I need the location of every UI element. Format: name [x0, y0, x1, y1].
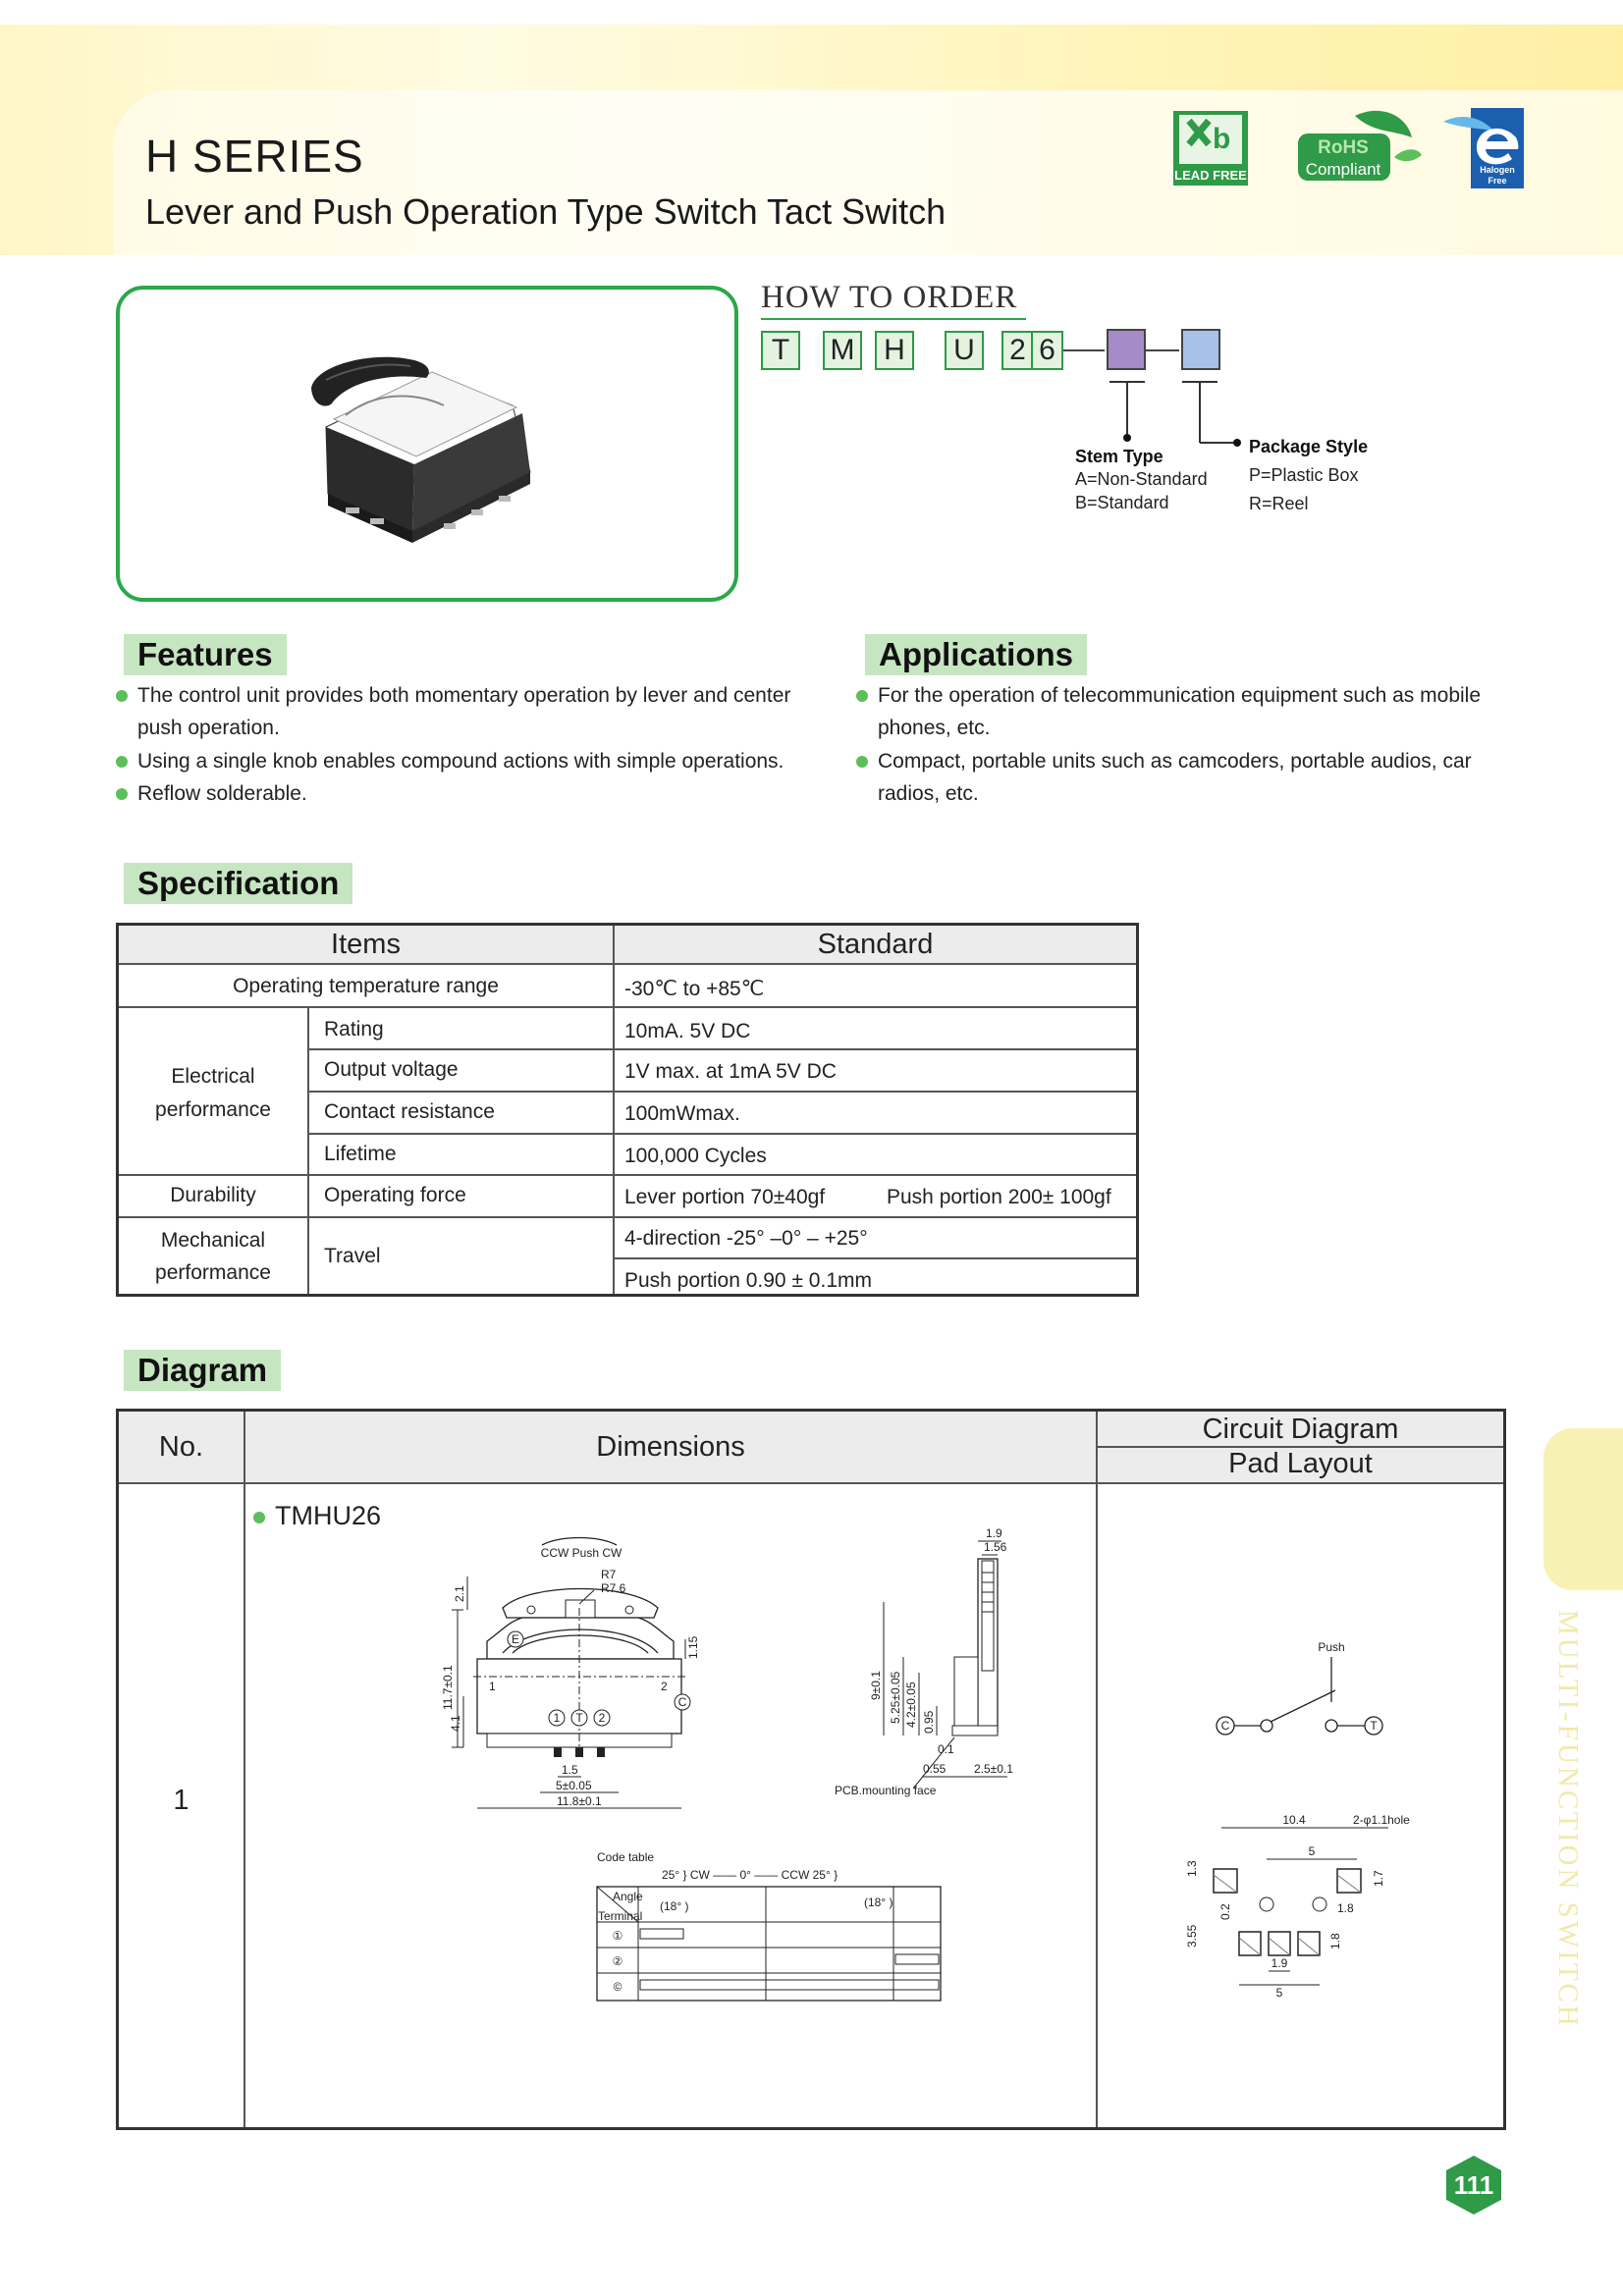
svg-text:Angle: Angle — [613, 1890, 643, 1903]
stem-type-option-a: A=Non-Standard — [1075, 469, 1208, 489]
spec-contact-value: 100mWmax. — [624, 1102, 740, 1125]
order-code-t: T — [761, 331, 800, 370]
order-connector-1 — [1063, 349, 1105, 351]
spec-mech-2: performance — [155, 1261, 271, 1284]
feature-item-1-cont: push operation. — [137, 717, 280, 739]
stem-type-option-b: B=Standard — [1075, 493, 1169, 512]
svg-text:2-φ1.1hole: 2-φ1.1hole — [1353, 1813, 1410, 1827]
spec-travel-label: Travel — [324, 1245, 381, 1267]
svg-text:0.2: 0.2 — [1218, 1903, 1232, 1920]
halogen-label-1: Halogen — [1480, 165, 1515, 175]
pad-layout — [1185, 1813, 1410, 2000]
svg-text:1: 1 — [489, 1680, 496, 1693]
svg-text:R7.6: R7.6 — [601, 1581, 626, 1595]
svg-text:3.55: 3.55 — [1185, 1924, 1199, 1948]
dimension-drawing — [245, 1484, 1096, 2127]
svg-text:25° } CW —— 0° —— CCW: 25° } CW —— 0° —— CCW 25° } — [662, 1868, 839, 1882]
spec-table — [116, 923, 1139, 1297]
application-item-2-cont: radios, etc. — [878, 782, 979, 805]
svg-text:1.8: 1.8 — [1328, 1933, 1342, 1949]
diagram-col-pad: Pad Layout — [1228, 1448, 1373, 1479]
spec-lifetime-label: Lifetime — [324, 1143, 397, 1165]
spec-electrical-2: performance — [155, 1098, 271, 1121]
svg-text:5: 5 — [1308, 1844, 1316, 1858]
svg-text:4.1: 4.1 — [449, 1715, 462, 1732]
package-style-title: Package Style — [1249, 437, 1369, 456]
feature-item-2: Using a single knob enables compound actions with simple operations. — [116, 745, 784, 777]
series-subtitle: Lever and Push Operation Type Switch Tact Switch — [145, 191, 947, 232]
svg-text:2: 2 — [598, 1711, 606, 1725]
spec-force-label: Operating force — [324, 1184, 466, 1206]
spec-travel-value-1: 4-direction -25° –0° – +25° — [624, 1227, 868, 1250]
svg-text:1.56: 1.56 — [984, 1540, 1007, 1554]
order-connector-2 — [1144, 349, 1179, 351]
svg-text:4.2±0.05: 4.2±0.05 — [904, 1682, 918, 1728]
svg-text:0.1: 0.1 — [938, 1742, 954, 1756]
svg-text:0.95: 0.95 — [922, 1710, 936, 1734]
svg-text:T: T — [575, 1711, 583, 1725]
halogen-label-2: Free — [1488, 176, 1507, 186]
diagram-row-no: 1 — [173, 1785, 189, 1816]
svg-text:C: C — [677, 1695, 687, 1709]
applications-heading: Applications — [865, 634, 1087, 675]
svg-text:5±0.05: 5±0.05 — [556, 1779, 592, 1792]
svg-text:1.5: 1.5 — [562, 1763, 578, 1777]
svg-text:CCW Push CW: CCW Push CW — [540, 1546, 622, 1560]
svg-text:②: ② — [612, 1954, 623, 1968]
svg-text:C: C — [1220, 1719, 1230, 1733]
svg-text:9±0.1: 9±0.1 — [869, 1671, 883, 1700]
spec-head-standard: Standard — [817, 929, 934, 960]
svg-text:Terminal: Terminal — [598, 1909, 643, 1923]
spec-electrical-1: Electrical — [171, 1065, 255, 1088]
spec-output-value: 1V max. at 1mA 5V DC — [624, 1060, 837, 1083]
spec-head-items: Items — [331, 929, 401, 960]
spec-travel-value-2: Push portion 0.90 ± 0.1mm — [624, 1269, 872, 1292]
page-number: 111 — [1453, 2170, 1494, 2200]
feature-item-1: The control unit provides both momentary operation by lever and center — [116, 679, 790, 712]
how-to-order-underline — [761, 318, 1026, 320]
specification-heading: Specification — [124, 863, 352, 904]
svg-text:©: © — [613, 1980, 622, 1994]
spec-mech-1: Mechanical — [160, 1229, 266, 1252]
series-title: H SERIES — [145, 131, 364, 182]
spec-contact-label: Contact resistance — [324, 1100, 495, 1123]
svg-text:(18° ): (18° ) — [864, 1896, 893, 1909]
order-code-m: M — [823, 331, 862, 370]
stem-type-title: Stem Type — [1075, 447, 1163, 466]
svg-text:T: T — [1370, 1719, 1378, 1733]
svg-text:10.4: 10.4 — [1282, 1813, 1306, 1827]
lead-free-label: LEAD FREE — [1174, 168, 1247, 183]
order-code-2: 2 — [1001, 331, 1034, 370]
application-item-2: Compact, portable units such as camcoders, portable audios, car — [856, 745, 1472, 777]
diagram-col-no: No. — [158, 1431, 204, 1463]
svg-text:11.8±0.1: 11.8±0.1 — [557, 1794, 602, 1808]
diagram-table — [116, 1409, 1506, 2130]
order-code-6: 6 — [1031, 331, 1063, 370]
svg-text:1.7: 1.7 — [1372, 1870, 1385, 1887]
svg-text:(18° ): (18° ) — [660, 1899, 689, 1913]
spec-rating-label: Rating — [324, 1018, 384, 1041]
svg-text:0.55: 0.55 — [923, 1762, 947, 1776]
package-style-option-p: P=Plastic Box — [1249, 465, 1359, 485]
svg-text:1.9: 1.9 — [986, 1526, 1002, 1540]
lead-free-icon — [1173, 111, 1248, 186]
side-tab-label: MULTI-FUNCTION SWITCH — [1552, 1610, 1584, 2029]
halogen-free-icon — [1443, 108, 1524, 188]
spec-op-temp-value: -30℃ to +85℃ — [624, 978, 765, 1000]
svg-text:Push: Push — [1318, 1640, 1345, 1654]
front-view — [441, 1538, 700, 1809]
circuit-pad-drawing — [1098, 1484, 1503, 2127]
svg-text:1.8: 1.8 — [1337, 1901, 1354, 1915]
svg-text:2.5±0.1: 2.5±0.1 — [974, 1762, 1013, 1776]
svg-text:PCB.mounting face: PCB.mounting face — [835, 1784, 937, 1797]
product-photo — [120, 290, 734, 598]
order-code-u: U — [945, 331, 984, 370]
spec-rating-value: 10mA. 5V DC — [624, 1020, 751, 1042]
rohs-icon — [1296, 108, 1422, 187]
svg-text:Code table: Code table — [597, 1850, 655, 1864]
svg-text:1: 1 — [553, 1711, 561, 1725]
svg-text:①: ① — [612, 1929, 623, 1943]
diagram-col-circuit: Circuit Diagram — [1202, 1414, 1399, 1445]
spec-force-lever: Lever portion 70±40gf — [624, 1186, 826, 1208]
product-photo-frame — [116, 286, 738, 602]
application-item-1-cont: phones, etc. — [878, 717, 991, 739]
spec-force-push: Push portion 200± 100gf — [887, 1186, 1111, 1208]
how-to-order-title: HOW TO ORDER — [761, 280, 1018, 315]
svg-text:2.1: 2.1 — [453, 1585, 466, 1602]
side-tab — [1543, 1428, 1623, 1590]
rohs-label: RoHS — [1318, 137, 1369, 158]
package-style-option-r: R=Reel — [1249, 494, 1309, 513]
svg-text:R7: R7 — [601, 1568, 617, 1581]
features-heading: Features — [124, 634, 287, 675]
package-style-box — [1181, 329, 1220, 370]
diagram-model: TMHU26 — [253, 1501, 381, 1531]
diagram-col-dimensions: Dimensions — [596, 1431, 745, 1463]
svg-text:5: 5 — [1275, 1986, 1283, 2000]
svg-text:5.25±0.05: 5.25±0.05 — [889, 1671, 902, 1724]
svg-text:b: b — [1213, 123, 1231, 155]
application-item-1: For the operation of telecommunication equipment such as mobile — [856, 679, 1481, 712]
svg-text:E: E — [511, 1632, 520, 1646]
page-number-badge — [1443, 2155, 1504, 2216]
feature-item-3: Reflow solderable. — [116, 777, 307, 810]
svg-text:1.15: 1.15 — [686, 1635, 700, 1659]
spec-lifetime-value: 100,000 Cycles — [624, 1145, 767, 1167]
order-code-h: H — [875, 331, 914, 370]
svg-text:11.7±0.1: 11.7±0.1 — [441, 1665, 455, 1710]
diagram-heading: Diagram — [124, 1350, 281, 1391]
rohs-compliant-label: Compliant — [1305, 160, 1381, 179]
order-leader-lines — [1100, 368, 1257, 447]
circuit-diagram — [1217, 1640, 1382, 1735]
spec-op-temp-label: Operating temperature range — [233, 975, 499, 997]
svg-text:1.3: 1.3 — [1185, 1860, 1199, 1877]
spec-durability-label: Durability — [170, 1184, 256, 1206]
svg-text:1.9: 1.9 — [1271, 1956, 1288, 1970]
code-table — [597, 1850, 941, 2001]
stem-type-box — [1107, 329, 1146, 370]
svg-text:2: 2 — [661, 1680, 668, 1693]
side-view — [835, 1526, 1013, 1797]
spec-output-label: Output voltage — [324, 1058, 459, 1081]
